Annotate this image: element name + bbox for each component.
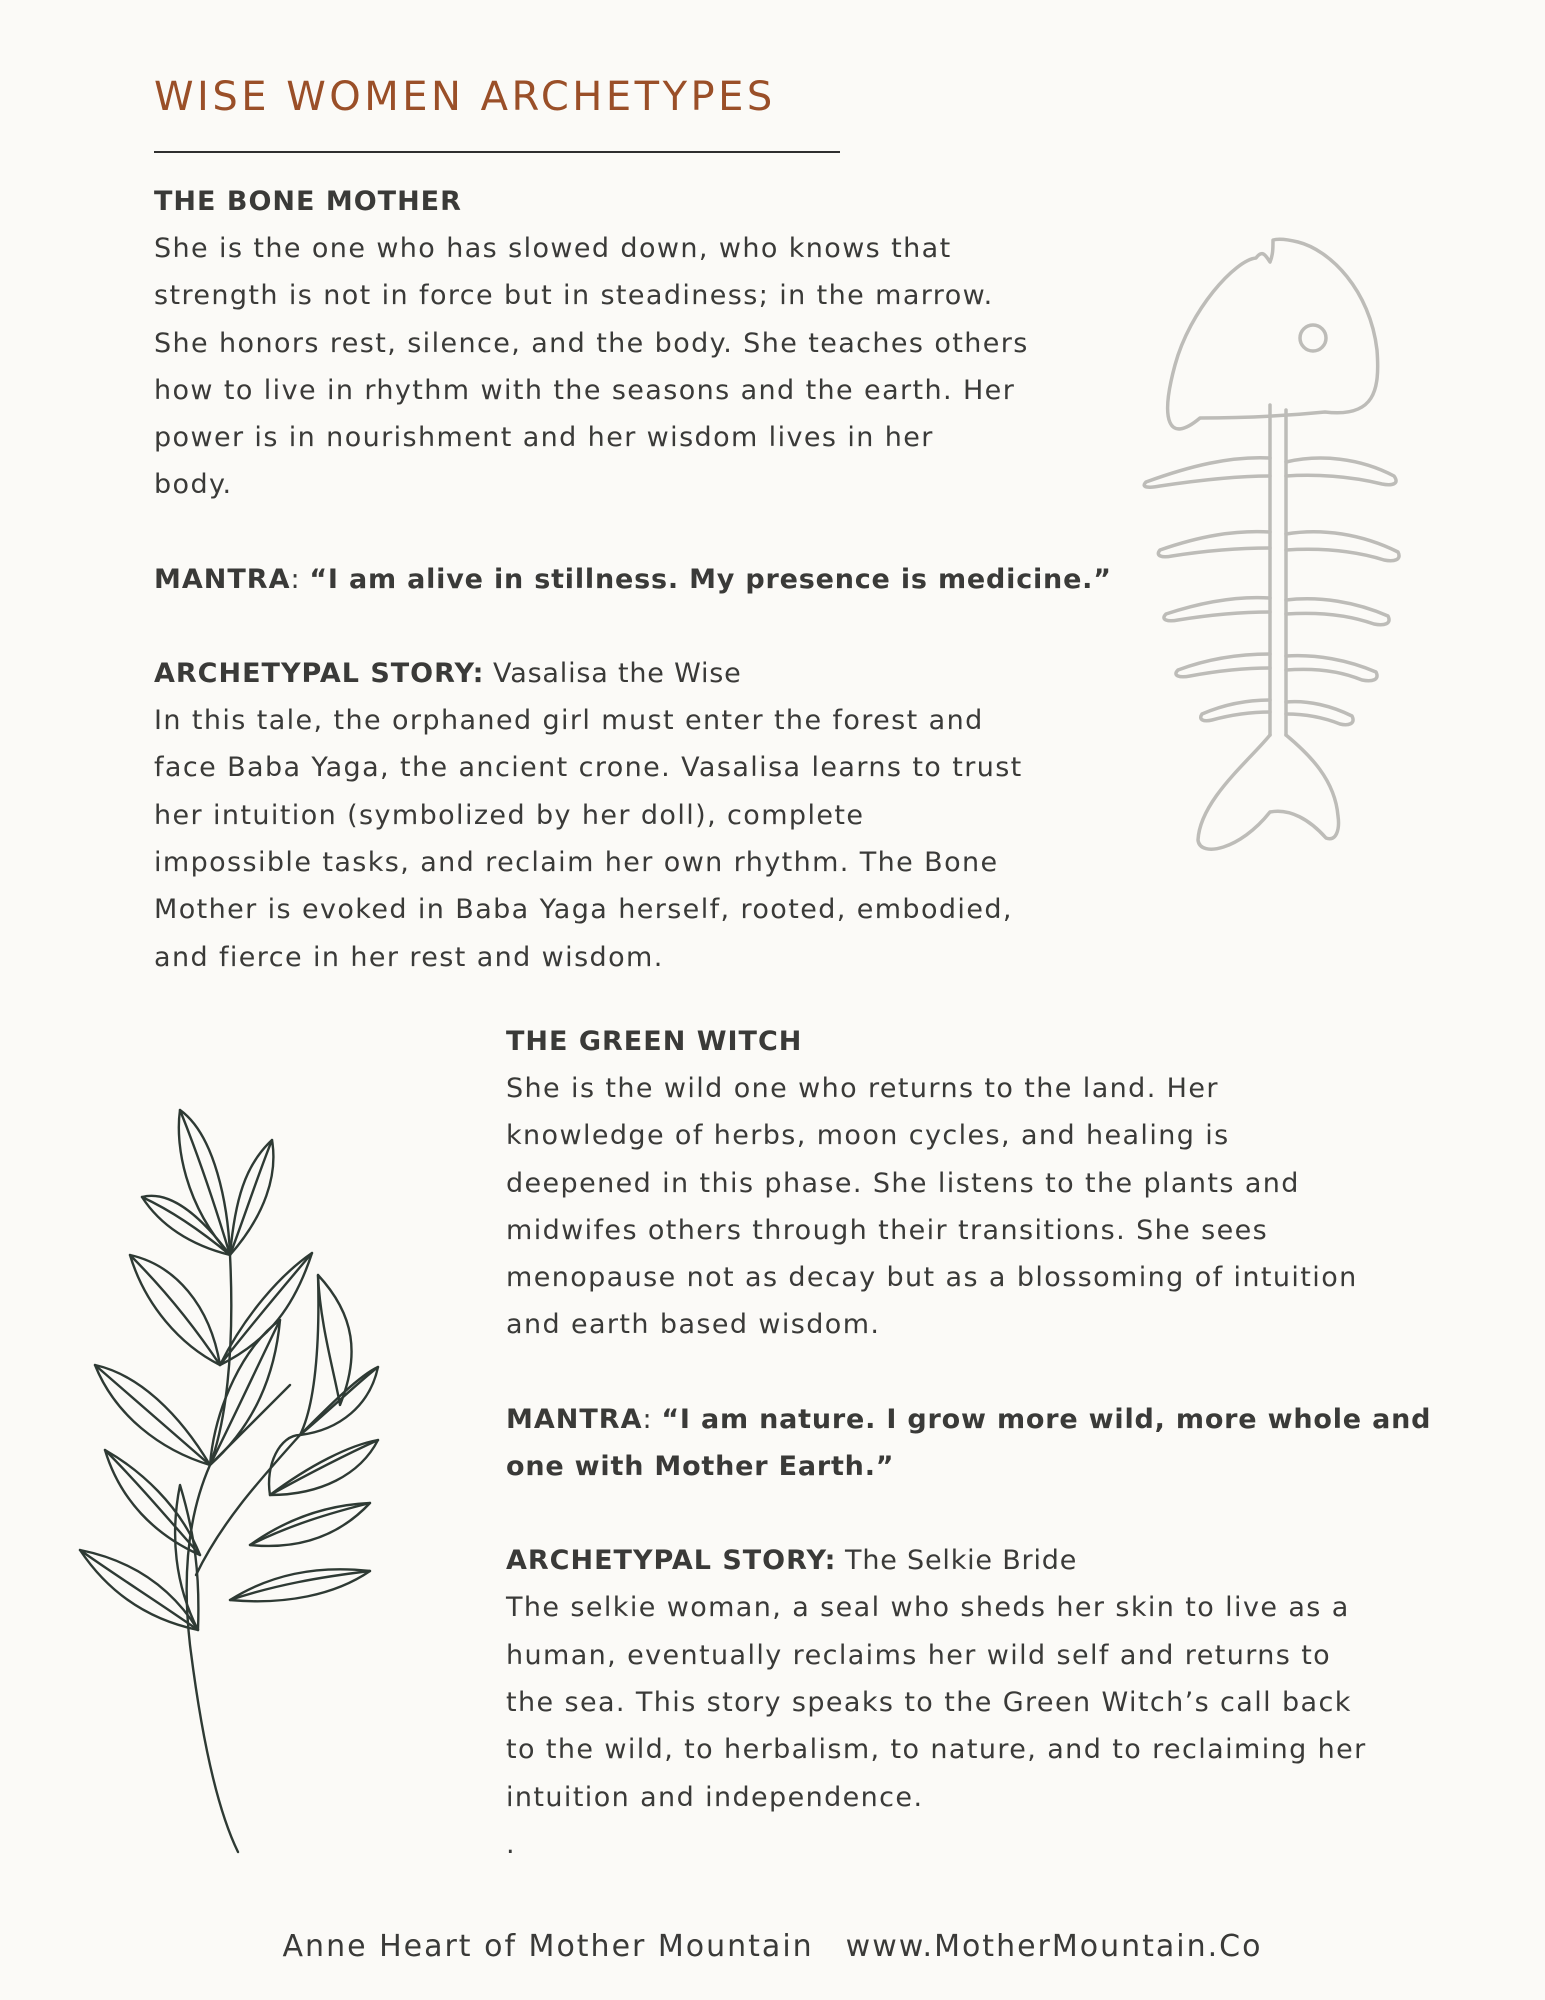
text-line: impossible tasks, and reclaim her own rhythm. The Bone [154,846,999,878]
mantra: MANTRA: “I am alive in stillness. My presence is medicine.” [154,563,1112,595]
section-heading: THE GREEN WITCH [506,1026,803,1057]
text-line: menopause not as decay but as a blossoming of intuition [506,1262,1358,1294]
story-name: The Selkie Bride [845,1545,1078,1577]
text-line: In this tale, the orphaned girl must enter the forest and [154,705,984,737]
text-line: and fierce in her rest and wisdom. [154,941,664,973]
text-line: body. [154,469,233,501]
page-footer [0,1929,1545,1964]
text-line: strength is not in force but in steadiness; in the marrow. [154,280,994,312]
text-line: intuition and independence. [506,1781,924,1813]
fish-skeleton-icon [1130,230,1430,870]
mantra-continued [506,1443,1506,1490]
page-title: WISE WOMEN ARCHETYPES [154,74,776,120]
text-line: deepened in this phase. She listens to the plants and [506,1167,1300,1199]
section-description [154,225,1134,509]
text-line: face Baba Yaga, the ancient crone. Vasalisa learns to trust [154,752,1023,784]
story-description [154,697,1134,981]
mantra-text: “I am alive in stillness. My presence is medicine.” [309,563,1112,595]
story-title [506,1537,1506,1584]
story-title [154,650,1134,697]
text-line: her intuition (symbolized by her doll), complete [154,799,865,831]
footer-author: Anne Heart of Mother Mountain [282,1929,814,1964]
section-bone-mother [154,178,1134,981]
story-name: Vasalisa the Wise [493,658,742,690]
leaf-branch-icon [70,1105,390,1865]
mantra-text: “I am nature. I grow more wild, more whole and [661,1403,1432,1435]
story-label: ARCHETYPAL STORY: [154,658,485,690]
story-description [506,1584,1506,1820]
text-line: She is the wild one who returns to the land. Her [506,1073,1219,1104]
text-line: The selkie woman, a seal who sheds her skin to live as a [506,1592,1350,1624]
text-line: human, eventually reclaims her wild self and returns to [506,1639,1332,1671]
section-description [506,1065,1506,1349]
text-line: midwifes others through their transitions. She sees [506,1214,1269,1246]
text-line: to the wild, to herbalism, to nature, and to reclaiming her [506,1734,1367,1766]
trailing-mark: . [506,1828,515,1860]
section-heading: THE BONE MOTHER [154,186,462,217]
text-line: She is the one who has slowed down, who knows that [154,233,952,264]
mantra-label: MANTRA [506,1403,643,1435]
story-label: ARCHETYPAL STORY: [506,1545,837,1577]
title-divider [154,151,840,153]
text-line: She honors rest, silence, and the body. She teaches others [154,327,1029,359]
section-green-witch [506,1018,1506,1868]
text-line: how to live in rhythm with the seasons and the earth. Her [154,374,1016,406]
footer-website-link[interactable]: www.MotherMountain.Co [845,1929,1263,1964]
mantra: MANTRA: “I am nature. I grow more wild, more whole and [506,1403,1432,1435]
text-line: the sea. This story speaks to the Green Witch’s call back [506,1686,1352,1718]
text-line: and earth based wisdom. [506,1309,881,1341]
text-line: power is in nourishment and her wisdom lives in her [154,422,934,454]
mantra-text: one with Mother Earth.” [506,1451,895,1483]
text-line: Mother is evoked in Baba Yaga herself, rooted, embodied, [154,894,1013,926]
mantra-label: MANTRA [154,563,291,595]
text-line: knowledge of herbs, moon cycles, and healing is [506,1120,1230,1152]
